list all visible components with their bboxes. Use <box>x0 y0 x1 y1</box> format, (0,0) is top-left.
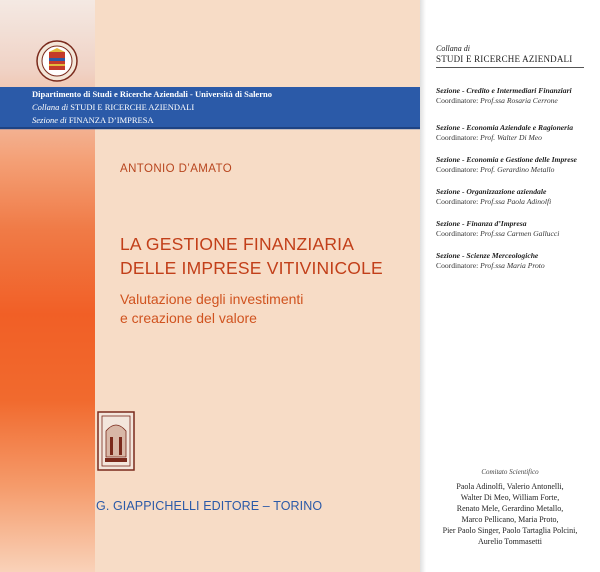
flap-collana-label: Collana di <box>436 44 471 53</box>
section-coordinator <box>436 229 596 239</box>
coordinator-label: Coordinatore: <box>436 261 479 270</box>
publisher-name: G. GIAPPICHELLI EDITORE – TORINO <box>96 499 323 513</box>
section-entry <box>436 86 596 106</box>
coordinator-name: Prof.ssa Paola Adinolfi <box>480 197 552 206</box>
collana-line <box>32 102 194 112</box>
section-entry <box>436 251 596 271</box>
coordinator-name: Prof.ssa Maria Proto <box>480 261 545 270</box>
affiliation-band <box>0 87 420 129</box>
coordinator-name: Prof. Gerardino Metallo <box>480 165 555 174</box>
section-coordinator <box>436 261 596 271</box>
coordinator-label: Coordinatore: <box>436 165 479 174</box>
section-coordinator <box>436 165 596 175</box>
committee-line: Marco Pellicano, Maria Proto, <box>461 515 559 524</box>
coordinator-label: Coordinatore: <box>436 229 479 238</box>
coordinator-label: Coordinatore: <box>436 197 479 206</box>
department-line: Dipartimento di Studi e Ricerche Aziendali - Università di Salerno <box>32 89 272 99</box>
divider <box>436 67 584 68</box>
subtitle-line: e creazione del valore <box>120 310 257 326</box>
section-entry <box>436 219 596 239</box>
coordinator-name: Prof.ssa Rosaria Cerrone <box>480 96 558 105</box>
section-name: Sezione - Finanza d’Impresa <box>436 219 527 228</box>
committee-line: Paola Adinolfi, Valerio Antonelli, <box>456 482 564 491</box>
committee-list <box>420 481 600 547</box>
section-coordinator <box>436 197 596 207</box>
collana-prefix: Collana di <box>32 102 69 112</box>
sezione-prefix: Sezione di <box>32 115 67 125</box>
sezione-line <box>32 115 154 125</box>
title-line: LA GESTIONE FINANZIARIA <box>120 234 355 254</box>
section-entry <box>436 187 596 207</box>
section-name: Sezione - Economia e Gestione delle Imprese <box>436 155 577 164</box>
author-name: ANTONIO D’AMATO <box>120 163 233 175</box>
coordinator-label: Coordinatore: <box>436 133 479 142</box>
book-title <box>120 232 410 280</box>
coordinator-name: Prof.ssa Carmen Gallucci <box>480 229 560 238</box>
section-name: Sezione - Economia Aziendale e Ragioneria <box>436 123 574 132</box>
coordinator-name: Prof. Walter Di Meo <box>480 133 542 142</box>
book-subtitle <box>120 290 410 328</box>
publisher-logo-icon <box>97 411 135 471</box>
section-entry <box>436 155 596 175</box>
sezione-name: FINANZA D’IMPRESA <box>68 115 154 125</box>
collana-name: STUDI E RICERCHE AZIENDALI <box>70 102 195 112</box>
band-shadow <box>0 127 420 130</box>
section-coordinator <box>436 96 596 106</box>
section-name: Sezione - Credito e Intermediari Finanziari <box>436 86 572 95</box>
coordinator-label: Coordinatore: <box>436 96 479 105</box>
committee-line: Pier Paolo Singer, Paolo Tartaglia Polcini, <box>442 526 578 535</box>
section-entry <box>436 123 596 143</box>
committee-line: Aurelio Tommasetti <box>478 537 542 546</box>
section-name: Sezione - Organizzazione aziendale <box>436 187 547 196</box>
committee-line: Renato Mele, Gerardino Metallo, <box>456 504 564 513</box>
flap-collana-name: STUDI E RICERCHE AZIENDALI <box>436 54 573 64</box>
university-seal-icon <box>36 40 78 82</box>
committee-label: Comitato Scientifico <box>481 468 539 476</box>
subtitle-line: Valutazione degli investimenti <box>120 291 304 307</box>
section-coordinator <box>436 133 596 143</box>
gradient-side-bar <box>0 0 95 572</box>
section-name: Sezione - Scienze Merceologiche <box>436 251 539 260</box>
title-line: DELLE IMPRESE VITIVINICOLE <box>120 258 383 278</box>
committee-line: Walter Di Meo, William Forte, <box>460 493 560 502</box>
